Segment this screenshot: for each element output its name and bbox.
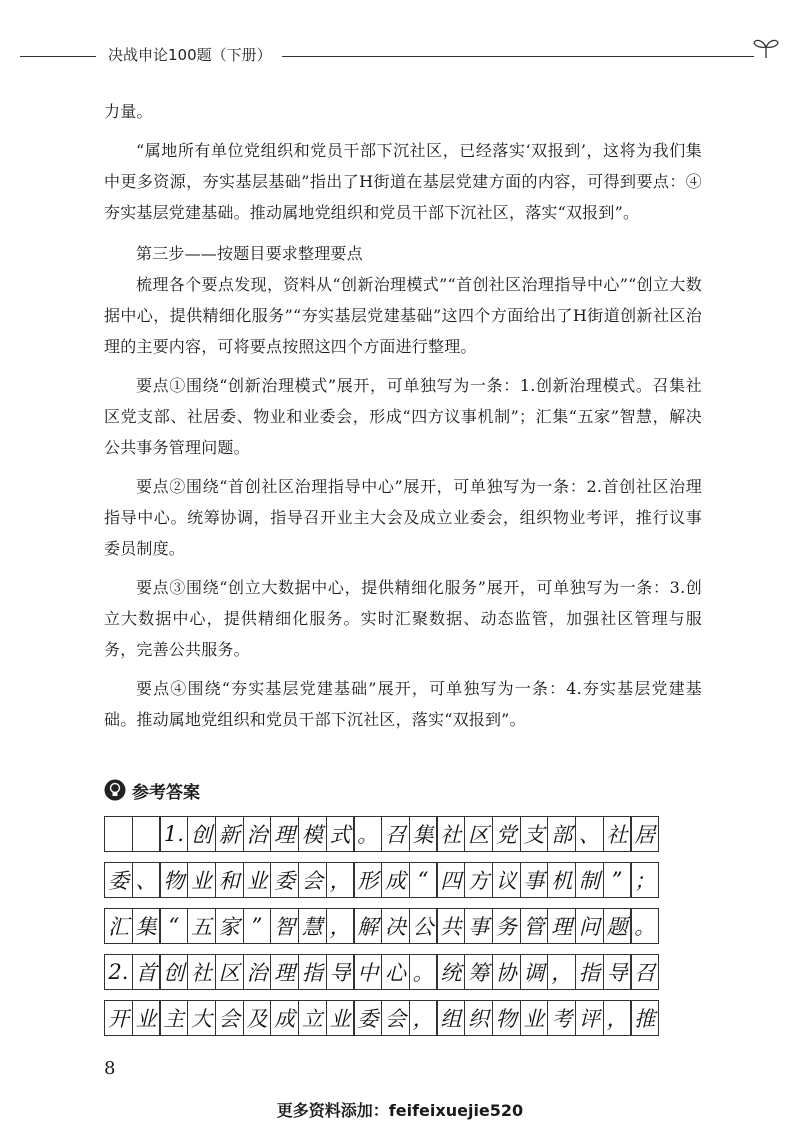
answer-grid-cell: 、 [132, 862, 161, 898]
paragraph-point-4: “属地所有单位党组织和党员干部下沉社区，已经落实‘双报到’，这将为我们集中更多资源，夯实基层基础”指出了H街道在基层党建方面的内容，可得到要点：④夯实基层党建基础。推动属地党组织和党员干部下沉社区，落实“双报到”。 [104, 141, 702, 222]
answer-grid-cell: ， [547, 954, 576, 990]
answer-grid-cell: 事 [520, 862, 549, 898]
answer-grid-cell: 智 [270, 908, 299, 944]
answer-grid-cell: 共 [436, 908, 465, 944]
body-text [104, 96, 702, 735]
answer-grid-cell: 业 [243, 862, 272, 898]
step-heading: 第三步——按题目要求整理要点 [136, 244, 363, 263]
paragraph-point-4-final: 要点④围绕“夯实基层党建基础”展开，可单独写为一条：4.夯实基层党建基础。推动属地党组织和党员干部下沉社区，落实“双报到”。 [104, 679, 702, 729]
answer-grid [104, 816, 690, 1046]
answer-grid-cell: ” [243, 908, 272, 944]
answer-grid-cell: 开 [104, 1000, 133, 1036]
answer-grid-cell: 议 [492, 862, 521, 898]
answer-grid-cell: 务 [492, 908, 521, 944]
running-header [20, 40, 780, 70]
answer-heading-text: 参考答案 [132, 782, 200, 803]
answer-grid-cell: ， [326, 908, 355, 944]
answer-grid-cell: 决 [381, 908, 410, 944]
answer-grid-cell: 物 [492, 1000, 521, 1036]
answer-grid-cell: 业 [520, 1000, 549, 1036]
answer-grid-cell [132, 816, 161, 852]
answer-grid-cell: 成 [381, 862, 410, 898]
answer-grid-cell: 委 [353, 1000, 382, 1036]
answer-grid-cell: 社 [187, 954, 216, 990]
answer-grid-cell: 居 [630, 816, 659, 852]
answer-grid-cell: 导 [326, 954, 355, 990]
answer-grid-cell: 新 [215, 816, 244, 852]
answer-grid-cell: “ [159, 908, 188, 944]
book-title: 决战申论100题（下册） [108, 46, 272, 64]
answer-grid-cell: 。 [630, 908, 659, 944]
paragraph-point-2: 要点②围绕“首创社区治理指导中心”展开，可单独写为一条：2.首创社区治理指导中心。统筹协调，指导召开业主大会及成立业委会，组织物业考评，推行议事委员制度。 [104, 477, 702, 558]
footer-note: 更多资料添加：feifeixuejie520 [276, 1101, 524, 1120]
answer-grid-cell: 家 [215, 908, 244, 944]
answer-grid-cell: 理 [547, 908, 576, 944]
answer-grid-cell: 理 [270, 954, 299, 990]
answer-grid-cell: 主 [159, 1000, 188, 1036]
answer-grid-cell: ” [603, 862, 632, 898]
answer-grid-cell: 业 [187, 862, 216, 898]
answer-grid-cell: 事 [464, 908, 493, 944]
answer-grid-cell: 支 [520, 816, 549, 852]
answer-grid-cell: 治 [243, 816, 272, 852]
answer-grid-cell: 。 [409, 954, 438, 990]
answer-grid-cell: 解 [353, 908, 382, 944]
answer-grid-cell: 党 [492, 816, 521, 852]
answer-heading [104, 776, 200, 804]
answer-grid-cell: 统 [436, 954, 465, 990]
answer-grid-cell: 考 [547, 1000, 576, 1036]
answer-grid-cell: 慧 [298, 908, 327, 944]
answer-grid-row [104, 816, 690, 852]
answer-grid-cell: 区 [215, 954, 244, 990]
answer-grid-cell: 评 [575, 1000, 604, 1036]
answer-grid-cell: 汇 [104, 908, 133, 944]
answer-grid-row [104, 908, 690, 944]
answer-grid-cell: 导 [603, 954, 632, 990]
paragraph-summary: 梳理各个要点发现，资料从“创新治理模式”“首创社区治理指导中心”“创立大数据中心，提供精细化服务”“夯实基层党建基础”这四个方面给出了H街道创新社区治理的主要内容，可将要点按照这四个方面进行整理。 [104, 275, 702, 356]
answer-grid-cell: 五 [187, 908, 216, 944]
answer-grid-cell: 中 [353, 954, 382, 990]
answer-grid-cell: 委 [104, 862, 133, 898]
answer-grid-cell: 题 [603, 908, 632, 944]
answer-grid-cell: 、 [575, 816, 604, 852]
answer-grid-cell: 社 [436, 816, 465, 852]
answer-grid-cell: 集 [409, 816, 438, 852]
answer-grid-cell: ， [603, 1000, 632, 1036]
answer-grid-cell: 织 [464, 1000, 493, 1036]
answer-grid-cell: 召 [381, 816, 410, 852]
answer-grid-cell: 召 [630, 954, 659, 990]
answer-grid-cell: 心 [381, 954, 410, 990]
paragraph-point-1: 要点①围绕“创新治理模式”展开，可单独写为一条：1.创新治理模式。召集社区党支部、社居委、物业和业委会，形成“四方议事机制”；汇集“五家”智慧，解决公共事务管理问题。 [104, 376, 702, 457]
answer-grid-cell: 管 [520, 908, 549, 944]
answer-grid-row [104, 862, 690, 898]
answer-grid-cell: 形 [353, 862, 382, 898]
answer-grid-cell: 委 [270, 862, 299, 898]
answer-grid-cell: 及 [243, 1000, 272, 1036]
answer-grid-row [104, 1000, 690, 1036]
answer-grid-cell: ， [409, 1000, 438, 1036]
answer-grid-cell: 会 [298, 862, 327, 898]
sprout-icon [752, 34, 780, 60]
answer-grid-cell: ； [630, 862, 659, 898]
answer-grid-cell: 社 [603, 816, 632, 852]
answer-grid-cell: “ [409, 862, 438, 898]
answer-grid-cell: 会 [215, 1000, 244, 1036]
paragraph-continuation: 力量。 [104, 102, 153, 121]
answer-grid-cell: 1. [159, 816, 188, 852]
header-rule-right [282, 56, 754, 57]
answer-grid-cell: 创 [187, 816, 216, 852]
lightbulb-icon [104, 779, 126, 801]
answer-grid-cell: 组 [436, 1000, 465, 1036]
answer-grid-cell: 首 [132, 954, 161, 990]
answer-grid-cell: 和 [215, 862, 244, 898]
answer-grid-cell: 集 [132, 908, 161, 944]
answer-grid-cell: 部 [547, 816, 576, 852]
answer-grid-cell: 。 [353, 816, 382, 852]
answer-grid-cell: 大 [187, 1000, 216, 1036]
answer-grid-cell: 公 [409, 908, 438, 944]
paragraph-point-3: 要点③围绕“创立大数据中心，提供精细化服务”展开，可单独写为一条：3.创立大数据中心，提供精细化服务。实时汇聚数据、动态监管，加强社区管理与服务，完善公共服务。 [104, 578, 702, 659]
answer-grid-cell: ， [326, 862, 355, 898]
answer-grid-row [104, 954, 690, 990]
answer-grid-cell: 模 [298, 816, 327, 852]
answer-grid-cell: 筹 [464, 954, 493, 990]
answer-grid-cell: 调 [520, 954, 549, 990]
answer-grid-cell: 四 [436, 862, 465, 898]
answer-grid-cell: 指 [575, 954, 604, 990]
answer-grid-cell: 业 [132, 1000, 161, 1036]
answer-grid-cell: 业 [326, 1000, 355, 1036]
answer-grid-cell: 方 [464, 862, 493, 898]
page-number: 8 [104, 1058, 116, 1079]
answer-grid-cell: 物 [159, 862, 188, 898]
answer-grid-cell: 创 [159, 954, 188, 990]
answer-grid-cell: 指 [298, 954, 327, 990]
answer-grid-cell: 2. [104, 954, 133, 990]
answer-grid-cell [104, 816, 133, 852]
answer-grid-cell: 问 [575, 908, 604, 944]
answer-grid-cell: 治 [243, 954, 272, 990]
answer-grid-cell: 成 [270, 1000, 299, 1036]
answer-grid-cell: 制 [575, 862, 604, 898]
answer-grid-cell: 式 [326, 816, 355, 852]
header-rule-left [20, 56, 96, 57]
answer-grid-cell: 会 [381, 1000, 410, 1036]
answer-grid-cell: 立 [298, 1000, 327, 1036]
answer-grid-cell: 理 [270, 816, 299, 852]
answer-grid-cell: 区 [464, 816, 493, 852]
answer-grid-cell: 机 [547, 862, 576, 898]
answer-grid-cell: 协 [492, 954, 521, 990]
answer-grid-cell: 推 [630, 1000, 659, 1036]
